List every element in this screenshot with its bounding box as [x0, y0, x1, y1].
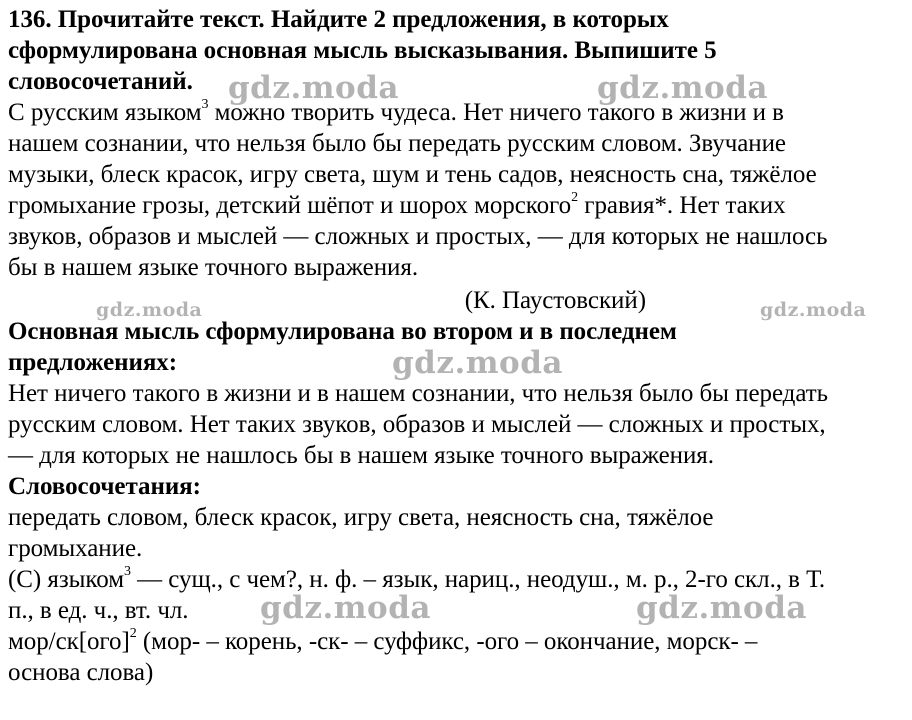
text-line-2: нашем сознании, что нельзя было бы передать русским словом. Звучание	[8, 130, 786, 157]
morpheme-word: мор/ск[ого]	[8, 628, 130, 655]
morpheme-analysis-text: (мор- – корень, -ск- – суффикс, -ого – окончание, морск- –	[136, 628, 758, 655]
answer-line-2: русским словом. Нет таких звуков, образов и мыслей — сложных и простых,	[8, 411, 826, 438]
watermark-logo: gdz.moda	[260, 590, 431, 626]
watermark-logo: gdz.moda	[760, 299, 867, 321]
watermark-logo: gdz.moda	[636, 590, 807, 626]
text-line-4-start: громыхание грозы, детский шёпот и шорох морского	[8, 192, 572, 219]
watermark-logo: gdz.moda	[228, 70, 399, 106]
answer-line-1: Нет ничего такого в жизни и в нашем сознании, что нельзя было бы передать	[8, 380, 828, 407]
footnote-marker-2: 2	[571, 190, 579, 205]
text-line-4-end: гравия*. Нет таких	[578, 192, 786, 219]
text-line-1-end: можно творить чудеса. Нет ничего такого в жизни и в	[208, 99, 784, 126]
footnote-marker-3: 3	[201, 97, 209, 112]
morph-analysis-text: — сущ., с чем?, н. ф. – язык, нариц., неодуш., м. р., 2-го скл., в Т.	[130, 566, 826, 593]
text-line-4	[8, 190, 904, 221]
phrases-line-1: передать словом, блеск красок, игру света, неясность сна, тяжёлое	[8, 504, 714, 531]
task-title-line-1: 136. Прочитайте текст. Найдите 2 предложения, в которых	[8, 6, 669, 33]
text-line-1	[8, 97, 904, 128]
text-line-1-start: С русским языком	[8, 99, 202, 126]
phrases-heading: Словосочетания:	[8, 473, 201, 500]
text-line-5: звуков, образов и мыслей — сложных и простых, — для которых не нашлось	[8, 223, 828, 250]
watermark-logo: gdz.moda	[96, 299, 203, 321]
answer-heading-line-1: Основная мысль сформулирована во втором и в последнем	[8, 318, 677, 345]
answer-heading-line-2: предложениях:	[8, 349, 178, 376]
watermark-logo: gdz.moda	[597, 70, 768, 106]
task-title-line-2: сформулирована основная мысль высказывания. Выпишите 5	[8, 37, 717, 64]
morph-word: (С) языком	[8, 566, 124, 593]
watermark-logo: gdz.moda	[392, 345, 563, 381]
morph-marker-3: 3	[123, 564, 131, 579]
author-attribution: (К. Паустовский)	[464, 287, 646, 314]
morph-analysis-line-2: п., в ед. ч., вт. чл.	[8, 597, 189, 624]
morpheme-marker-2: 2	[129, 626, 137, 641]
phrases-line-2: громыхание.	[8, 535, 143, 562]
text-line-3: музыки, блеск красок, игру света, шум и тень садов, неясность сна, тяжёлое	[8, 161, 817, 188]
task-title-line-3: словосочетаний.	[8, 68, 193, 95]
morpheme-analysis-line-2: основа слова)	[8, 659, 154, 686]
morpheme-analysis-line-1	[8, 626, 904, 657]
text-line-6: бы в нашем языке точного выражения.	[8, 254, 419, 281]
answer-line-3: — для которых не нашлось бы в нашем языке точного выражения.	[8, 442, 714, 469]
